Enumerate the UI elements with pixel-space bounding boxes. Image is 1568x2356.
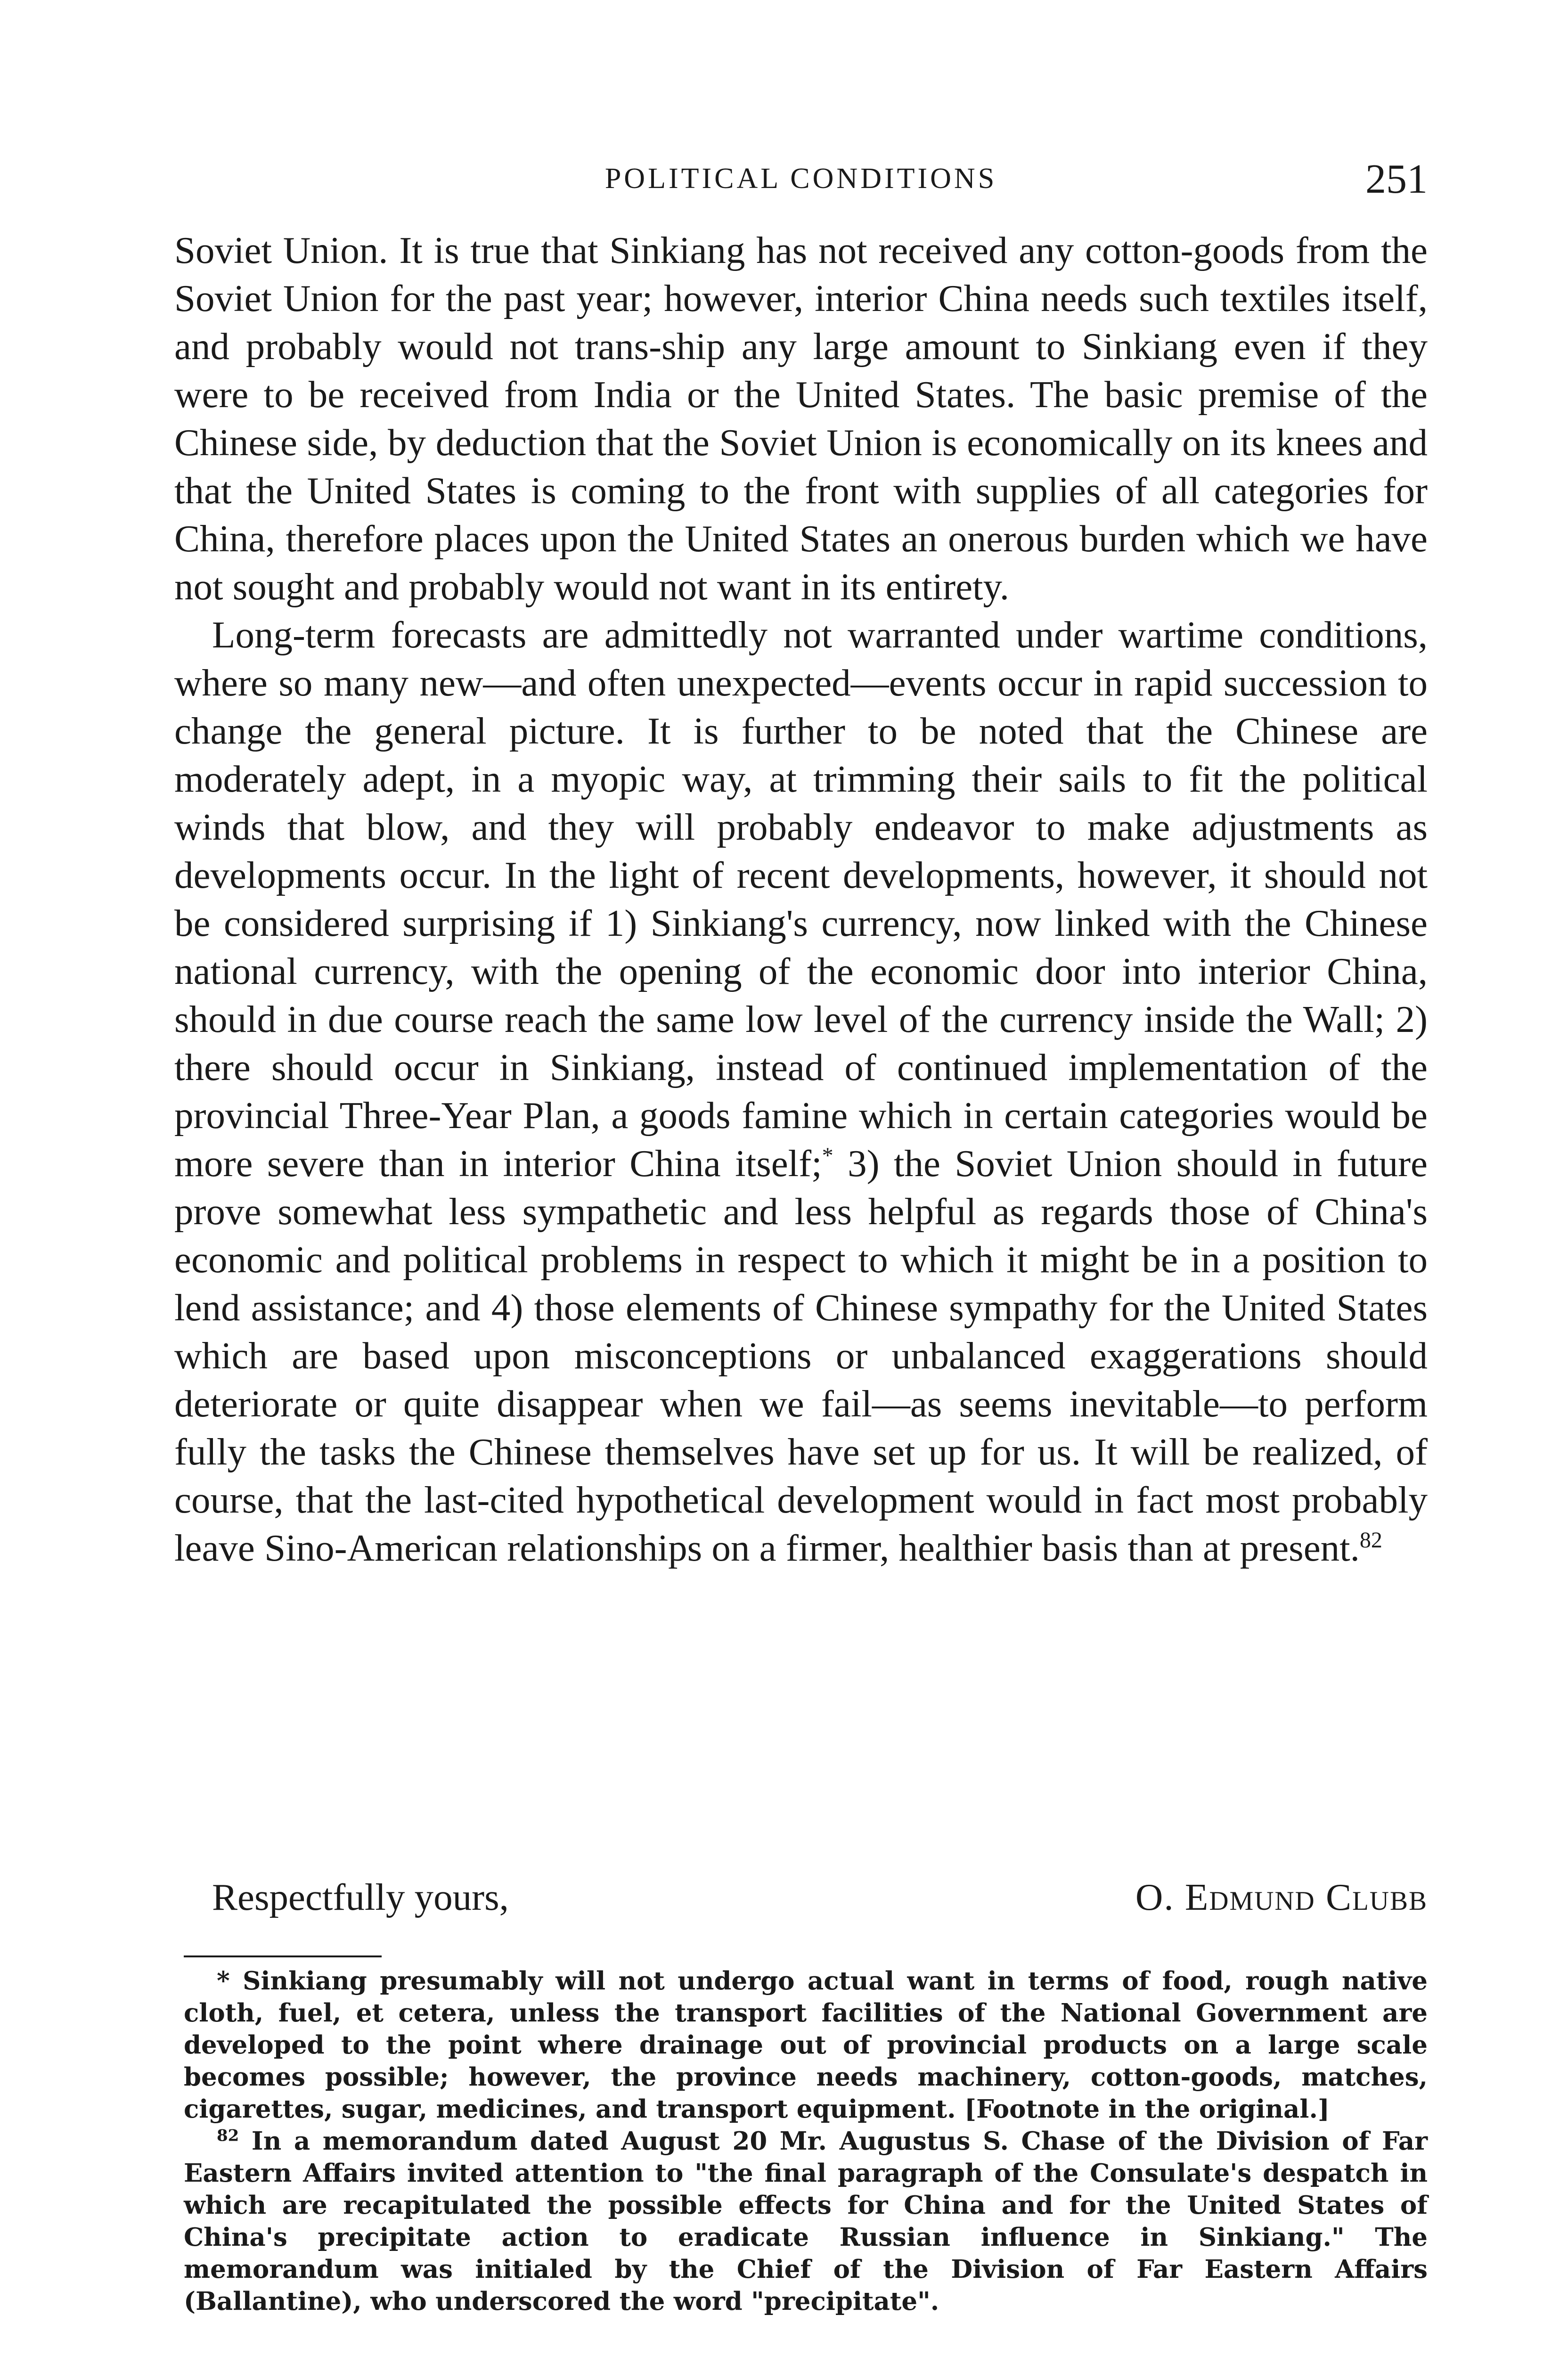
footnote-divider: [184, 1955, 382, 1957]
running-head: [174, 155, 1428, 207]
footnote-82: [184, 2125, 1428, 2317]
paragraph-2-main: Long-term forecasts are admittedly not warranted under wartime conditions, where so many new—and often unexpected—events occur in rapid succession to change the general picture. It is further to be noted that the Chinese are moderately adept, in a myopic way, at trimming their sails to fit the political winds that blow, and they will probably endeavor to make adjustments as developments occur. In the light of recent developments, however, it should not be considered surprising if 1) Sinkiang's currency, now linked with the Chinese national currency, with the opening of the economic door into interior China, should in due course reach the same low level of the currency inside the Wall; 2) there should occur in Sinkiang, instead of continued implementation of the provincial Three-Year Plan, a goods famine which in certain categories would be more severe than in interior China itself;: [174, 614, 1428, 1185]
footnote-82-marker: 82: [217, 2126, 239, 2145]
footnotes: [184, 1965, 1428, 2317]
closing-salutation: Respectfully yours,: [212, 1876, 509, 1918]
running-title: POLITICAL CONDITIONS: [604, 163, 997, 195]
body-paragraph-1: Soviet Union. It is true that Sinkiang has not received any cotton-goods from the Soviet Union for the past year; however, interior China needs such textiles itself, and probably would not trans-ship any large amount to Sinkiang even if they were to be received from India or the United States. The basic premise of the Chinese side, by deduction that the Soviet Union is economically on its knees and that the United States is coming to the front with supplies of all categories for China, therefore places upon the United States an onerous burden which we have not sought and probably would not want in its entirety.: [174, 229, 1428, 608]
body-text: [174, 226, 1428, 1572]
page-number: 251: [1365, 156, 1428, 202]
body-paragraph-2: [174, 611, 1428, 1572]
closing-signature: O. Edmund Clubb: [1135, 1876, 1428, 1918]
closing: [174, 1875, 1428, 1927]
footnote-ref-star: *: [822, 1143, 833, 1168]
footnote-ref-82: 82: [1359, 1528, 1382, 1553]
paragraph-2-rest: 3) the Soviet Union should in future prove somewhat less sympathetic and less helpful as regards those of China's economic and political problems in respect to which it might be in a position to lend assistance; and 4) those elements of Chinese sympathy for the United States which are based upon misconceptions or unbalanced exaggerations should deteriorate or quite disappear when we fail—as seems inevitable—to perform fully the tasks the Chinese themselves have set up for us. It will be realized, of course, that the last-cited hypothetical development would in fact most probably leave Sino-American relationships on a firmer, healthier basis than at present.: [174, 1142, 1428, 1569]
footnote-82-text: In a memorandum dated August 20 Mr. Augustus S. Chase of the Division of Far Eastern Affairs invited attention to "the final paragraph of the Consulate's despatch in which are recapitulated the possible effects for China and for the United States of China's precipitate action to eradicate Russian influence in Sinkiang." The memorandum was initialed by the Chief of the Division of Far Eastern Affairs (Ballantine), who underscored the word "precipitate".: [184, 2127, 1428, 2316]
footnote-star: * Sinkiang presumably will not undergo actual want in terms of food, rough native cloth, fuel, et cetera, unless the transport facilities of the National Government are developed to the point where drainage out of provincial products on a large scale becomes possible; however, the province needs machinery, cotton-goods, matches, cigarettes, sugar, medicines, and transport equipment. [Footnote in the original.]: [184, 1966, 1428, 2124]
